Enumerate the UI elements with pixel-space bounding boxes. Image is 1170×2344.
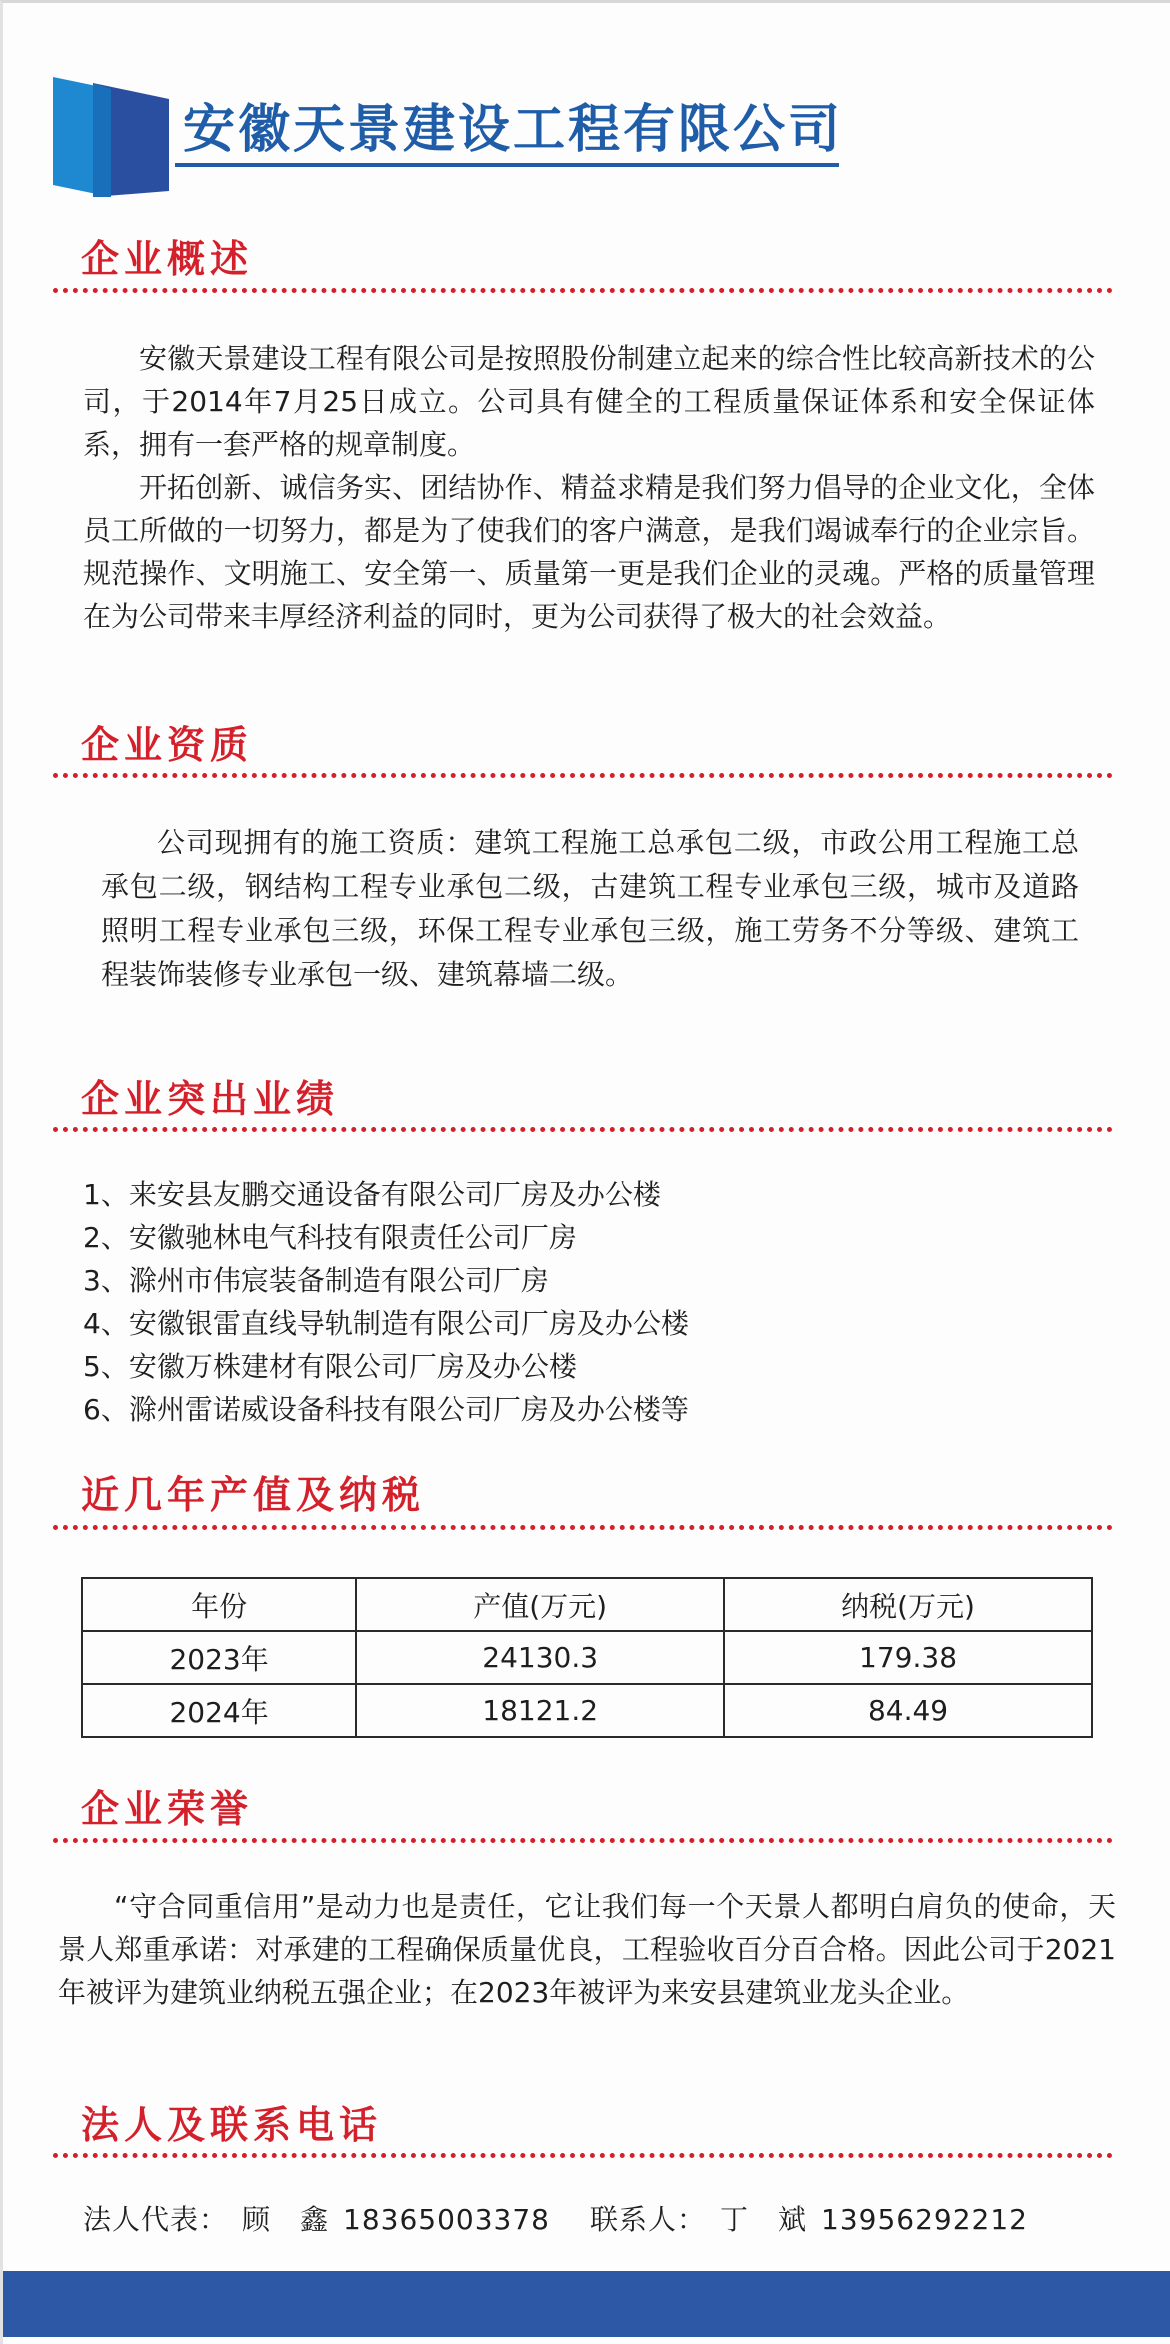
output-tax-table — [81, 1577, 1093, 1738]
section-divider — [53, 1525, 1113, 1530]
table-header-row — [82, 1578, 1092, 1631]
table-header-cell: 纳税(万元) — [724, 1578, 1092, 1631]
table-header-cell: 产值(万元) — [356, 1578, 724, 1631]
section-title-qualifications: 企业资质 — [81, 722, 254, 767]
qualifications-paragraph: 公司现拥有的施工资质：建筑工程施工总承包二级，市政公用工程施工总承包二级，钢结构工程专业承包二级，古建筑工程专业承包三级，城市及道路照明工程专业承包三级，环保工程专业承包三级，施工劳务不分等级、建筑工程装饰装修专业承包一级、建筑幕墙二级。 — [101, 826, 1079, 991]
legal-rep-label: 法人代表： — [83, 2203, 229, 2236]
list-item: 1、来安县友鹏交通设备有限公司厂房及办公楼 — [83, 1178, 661, 1211]
table-cell: 179.38 — [724, 1631, 1092, 1684]
list-item: 6、滁州雷诺威设备科技有限公司厂房及办公楼等 — [83, 1393, 689, 1426]
title-underline — [175, 163, 839, 167]
contact-line — [83, 2198, 1042, 2242]
legal-rep-name: 顾 鑫 — [242, 2203, 330, 2236]
list-item: 3、滁州市伟宸装备制造有限公司厂房 — [83, 1264, 549, 1297]
section-title-contact: 法人及联系电话 — [81, 2102, 383, 2147]
table-cell: 2023年 — [82, 1631, 356, 1684]
table-cell: 2024年 — [82, 1684, 356, 1737]
section-title-honors: 企业荣誉 — [81, 1786, 254, 1831]
section-title-output-tax: 近几年产值及纳税 — [81, 1472, 426, 1517]
list-item: 4、安徽银雷直线导轨制造有限公司厂房及办公楼 — [83, 1307, 689, 1340]
table-row — [82, 1631, 1092, 1684]
list-item: 5、安徽万株建材有限公司厂房及办公楼 — [83, 1350, 577, 1383]
contact-person-name: 丁 斌 — [720, 2203, 808, 2236]
section-title-achievements: 企业突出业绩 — [81, 1076, 340, 1121]
section-divider — [53, 1127, 1113, 1132]
section-divider — [53, 288, 1113, 293]
overview-paragraph-1: 安徽天景建设工程有限公司是按照股份制建立起来的综合性比较高新技术的公司，于2014年7月25日成立。公司具有健全的工程质量保证体系和安全保证体系，拥有一套严格的规章制度。 — [83, 342, 1095, 461]
legal-rep-phone: 18365003378 — [343, 2203, 550, 2236]
section-title-overview: 企业概述 — [81, 236, 254, 281]
overview-paragraph-2: 开拓创新、诚信务实、团结协作、精益求精是我们努力倡导的企业文化，全体员工所做的一切努力，都是为了使我们的客户满意，是我们竭诚奉行的企业宗旨。规范操作、文明施工、安全第一、质量第一更是我们企业的灵魂。严格的质量管理在为公司带来丰厚经济利益的同时，更为公司获得了极大的社会效益。 — [83, 471, 1095, 633]
table-cell: 24130.3 — [356, 1631, 724, 1684]
section-divider — [53, 1838, 1113, 1843]
section-divider — [53, 773, 1113, 778]
table-row — [82, 1684, 1092, 1737]
list-item: 2、安徽驰林电气科技有限责任公司厂房 — [83, 1221, 577, 1254]
honors-paragraph: “守合同重信用”是动力也是责任，它让我们每一个天景人都明白肩负的使命，天景人郑重承诺：对承建的工程确保质量优良，工程验收百分百合格。因此公司于2021年被评为建筑业纳税五强企业；在2023年被评为来安县建筑业龙头企业。 — [58, 1890, 1116, 2009]
table-cell: 18121.2 — [356, 1684, 724, 1737]
achievements-list — [83, 1173, 689, 1431]
contact-person-label: 联系人： — [590, 2203, 707, 2236]
footer-bar — [3, 2271, 1170, 2337]
company-logo-icon — [53, 77, 169, 197]
table-cell: 84.49 — [724, 1684, 1092, 1737]
contact-person-phone: 13956292212 — [821, 2203, 1028, 2236]
section-divider — [53, 2153, 1113, 2158]
table-header-cell: 年份 — [82, 1578, 356, 1631]
company-name: 安徽天景建设工程有限公司 — [183, 100, 844, 160]
